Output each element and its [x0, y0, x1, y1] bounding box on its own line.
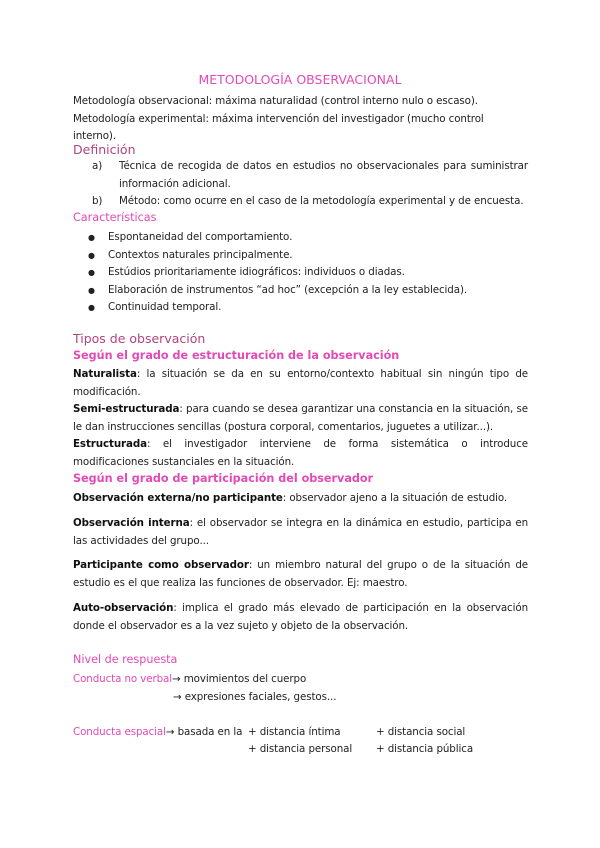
term: Semi-estructurada — [73, 403, 180, 416]
term-text: : la situación se da en su entorno/contexto habitual sin ningún tipo de modificación. — [73, 368, 528, 398]
participacion-item — [73, 490, 528, 508]
page-title: METODOLOGÍA OBSERVACIONAL — [198, 72, 402, 87]
no-verbal-line1: → movimientos del cuerpo — [172, 673, 307, 685]
espacial-lead: → basada en la — [165, 726, 243, 738]
caracteristicas-heading: Características — [73, 211, 157, 224]
list-item — [88, 264, 528, 282]
intro — [73, 93, 528, 146]
term-text: : el investigador interviene de forma sistemática o introduce modificaciones sustanciales en la situación. — [73, 438, 528, 468]
list-text: Método: como ocurre en el caso de la metodología experimental y de encuesta. — [119, 195, 524, 208]
definition-item — [73, 366, 528, 401]
distancia-publica: + distancia pública — [376, 743, 474, 755]
list-text: Elaboración de instrumentos “ad hoc” (excepción a la ley establecida). — [108, 283, 468, 296]
distancia-social: + distancia social — [376, 726, 466, 738]
list-item — [88, 247, 528, 265]
estructuracion-list — [73, 366, 528, 472]
no-verbal-row — [73, 671, 306, 689]
definicion-heading: Definición — [73, 142, 136, 157]
participacion-item — [73, 557, 528, 592]
tipos-heading: Tipos de observación — [73, 331, 206, 346]
bullet-icon: ● — [88, 268, 95, 278]
list-item — [88, 282, 528, 300]
term: Observación externa/no participante — [73, 492, 283, 504]
list-item — [92, 158, 528, 193]
no-verbal-line2: → expresiones faciales, gestos... — [173, 691, 337, 703]
definition-item — [73, 401, 528, 436]
term: Estructurada — [73, 438, 147, 451]
distancia-personal: + distancia personal — [248, 743, 353, 755]
term: Auto-observación — [73, 602, 174, 614]
term: Observación interna — [73, 517, 190, 529]
bullet-icon: ● — [88, 303, 95, 313]
definition-item — [73, 436, 528, 471]
bullet-icon: ● — [88, 285, 95, 295]
no-verbal-label: Conducta no verbal — [73, 673, 173, 685]
intro-line: Metodología experimental: máxima intervención del investigador (mucho control interno). — [73, 112, 484, 143]
participacion-item — [73, 600, 528, 635]
bullet-icon: ● — [88, 233, 95, 242]
term: Naturalista — [73, 368, 137, 380]
term-text: : el observador se integra en la dinámica en estudio, participa en las actividades del grupo... — [73, 517, 528, 547]
term: Participante como observador — [73, 559, 249, 571]
list-text: Espontaneidad del comportamiento. — [108, 231, 293, 243]
term-text: : un miembro natural del grupo o de la situación de estudio es el que realiza las funciones de observador. Ej: maestro. — [73, 559, 528, 589]
participacion-item — [73, 515, 528, 550]
list-item — [92, 193, 528, 211]
list-text: Técnica de recogida de datos en estudios no observacionales para suministrar información adicional. — [119, 160, 528, 190]
distancia-intima: + distancia íntima — [248, 726, 341, 738]
nivel-heading: Nivel de respuesta — [73, 653, 178, 666]
participacion-heading: Según el grado de participación del observador — [73, 472, 374, 485]
list-text: Contextos naturales principalmente. — [108, 248, 293, 261]
estructuracion-heading: Según el grado de estructuración de la observación — [73, 349, 400, 362]
list-item — [88, 229, 528, 247]
list-text: Continuidad temporal. — [108, 301, 222, 314]
espacial-row — [73, 724, 242, 742]
list-marker: a) — [92, 160, 103, 172]
bullet-icon: ● — [88, 250, 95, 260]
definicion-list — [92, 158, 528, 211]
espacial-label: Conducta espacial — [73, 726, 166, 738]
term-text: : para cuando se desea garantizar una constancia en la situación, se le dan instrucciones sencillas (postura corporal, comentarios, juguetes a utilizar...). — [73, 403, 528, 433]
term-text: : observador ajeno a la situación de estudio. — [282, 492, 508, 504]
intro-line: Metodología observacional: máxima naturalidad (control interno nulo o escaso). — [73, 95, 478, 107]
caracteristicas-list — [88, 229, 528, 317]
list-item — [88, 299, 528, 317]
list-marker: b) — [92, 195, 103, 208]
term-text: : implica el grado más elevado de participación en la observación donde el observador es a la vez sujeto y objeto de la observación. — [73, 602, 528, 632]
list-text: Estúdios prioritariamente idiográficos: individuos o diadas. — [108, 266, 405, 279]
